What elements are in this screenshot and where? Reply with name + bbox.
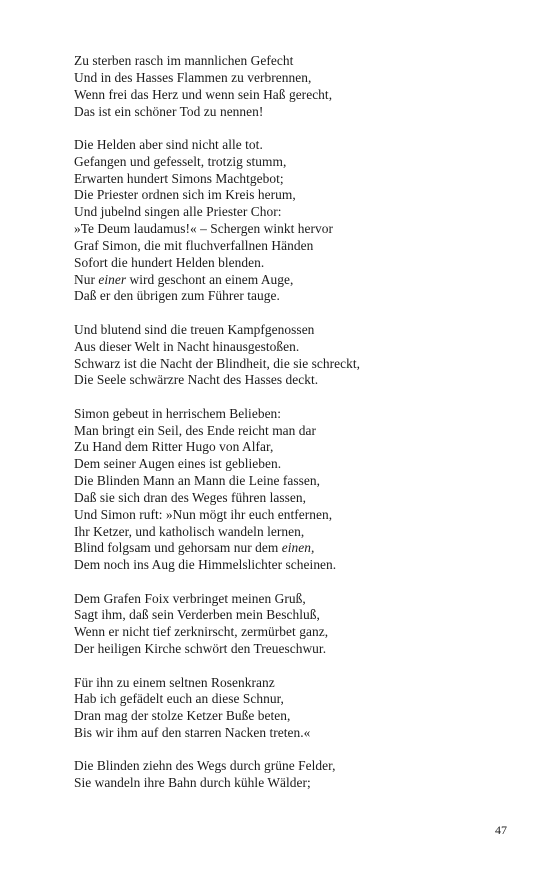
verse-line: Zu sterben rasch im mannlichen Gefecht xyxy=(74,53,294,68)
stanza xyxy=(74,406,514,574)
verse-line: Wenn er nicht tief zerknirscht, zermürbet ganz, xyxy=(74,624,329,640)
verse-line: Simon gebeut in herrischem Belieben: xyxy=(74,405,282,421)
verse-line: Dem Grafen Foix verbringet meinen Gruß, xyxy=(74,590,306,606)
stanza xyxy=(74,53,514,120)
verse-line: »Te Deum laudamus!« – Schergen winkt hervor xyxy=(74,221,334,237)
verse-line: Sagt ihm, daß sein Verderben mein Beschluß, xyxy=(74,607,320,623)
verse-line: Ihr Ketzer, und katholisch wandeln lernen, xyxy=(74,523,305,539)
verse-line: Aus dieser Welt in Nacht hinausgestoßen. xyxy=(74,338,300,354)
verse-line: Blind folgsam und gehorsam nur dem einen, xyxy=(74,540,315,556)
verse-line: Das ist ein schöner Tod zu nennen! xyxy=(74,103,264,119)
stanza xyxy=(74,322,514,389)
verse-line: Nur einer wird geschont an einem Auge, xyxy=(74,271,294,287)
verse-line: Bis wir ihm auf den starren Nacken treten.« xyxy=(74,725,311,741)
verse-line: Die Seele schwärzre Nacht des Hasses deckt. xyxy=(74,372,319,388)
verse-line: Schwarz ist die Nacht der Blindheit, die sie schreckt, xyxy=(74,355,361,371)
verse-line: Die Helden aber sind nicht alle tot. xyxy=(74,136,263,152)
verse-line: Dem noch ins Aug die Himmelslichter scheinen. xyxy=(74,557,337,573)
verse-line: Die Blinden ziehn des Wegs durch grüne Felder, xyxy=(74,758,336,774)
verse-line: Graf Simon, die mit fluchverfallnen Händen xyxy=(74,237,314,253)
verse-line: Sofort die hundert Helden blenden. xyxy=(74,254,265,270)
stanza xyxy=(74,591,514,658)
verse-line: Daß sie sich dran des Weges führen lassen, xyxy=(74,489,307,505)
emphasized-word: einen, xyxy=(281,540,315,556)
verse-line: Und Simon ruft: »Nun mögt ihr euch entfernen, xyxy=(74,506,333,522)
stanza xyxy=(74,137,514,305)
stanza xyxy=(74,675,514,742)
verse-line: Erwarten hundert Simons Machtgebot; xyxy=(74,170,284,186)
verse-line: Zu Hand dem Ritter Hugo von Alfar, xyxy=(74,439,274,455)
verse-line: Daß er den übrigen zum Führer tauge. xyxy=(74,288,280,304)
verse-line: Sie wandeln ihre Bahn durch kühle Wälder; xyxy=(74,775,311,791)
verse-line: Wenn frei das Herz und wenn sein Haß gerecht, xyxy=(74,86,333,102)
verse-line: Und blutend sind die treuen Kampfgenossen xyxy=(74,321,315,337)
verse-line: Gefangen und gefesselt, trotzig stumm, xyxy=(74,153,287,169)
verse-line: Die Priester ordnen sich im Kreis herum, xyxy=(74,187,296,203)
stanza xyxy=(74,758,514,792)
verse-line: Und jubelnd singen alle Priester Chor: xyxy=(74,204,282,220)
verse-line: Man bringt ein Seil, des Ende reicht man dar xyxy=(74,422,317,438)
verse-line: Dem seiner Augen eines ist geblieben. xyxy=(74,456,282,472)
emphasized-word: einer xyxy=(98,271,127,287)
verse-line: Hab ich gefädelt euch an diese Schnur, xyxy=(74,691,284,707)
verse-line: Der heiligen Kirche schwört den Treueschwur. xyxy=(74,641,327,657)
verse-line: Und in des Hasses Flammen zu verbrennen, xyxy=(74,69,312,85)
page-number: 47 xyxy=(495,823,507,837)
verse-line: Die Blinden Mann an Mann die Leine fassen, xyxy=(74,473,321,489)
poem-page xyxy=(74,53,514,809)
verse-line: Für ihn zu einem seltnen Rosenkranz xyxy=(74,674,275,690)
verse-line: Dran mag der stolze Ketzer Buße beten, xyxy=(74,708,291,724)
